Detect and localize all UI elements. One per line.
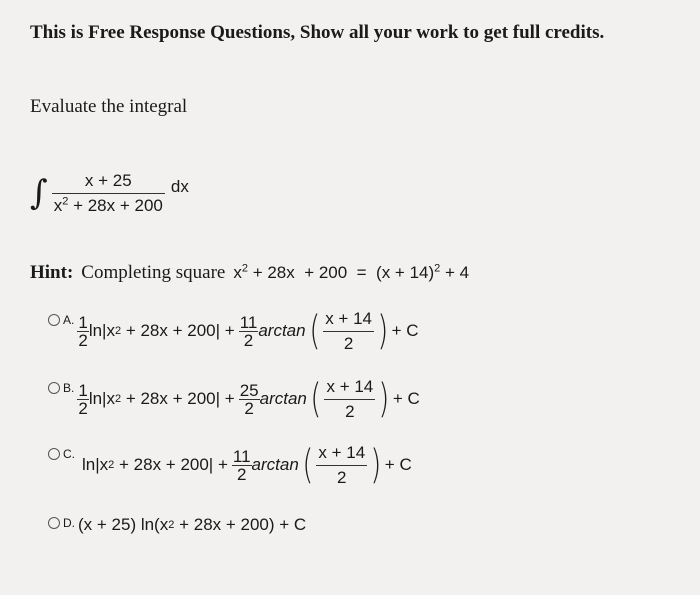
den-exponent: 2 [62,194,69,207]
option-d-prefix: (x + 25) ln(x [78,515,169,534]
radio-button-b[interactable] [48,382,60,394]
hint-text: Completing square [81,262,226,283]
arg-den: 2 [337,467,347,487]
integral-expression [30,160,189,226]
arg-den: 2 [345,401,355,421]
arg-num: x + 14 [325,308,372,328]
arctan-function: arctan [259,389,307,408]
arctan-coef-num: 25 [239,380,259,400]
integrand-numerator: x + 25 [84,170,132,190]
question-prompt: Evaluate the integral [30,96,188,117]
integrand-denominator [52,194,165,216]
right-paren: ) [378,376,390,422]
ln-rest: + 28x + 200| + [121,389,235,408]
arctan-argument-b [324,377,375,422]
arctan-function: arctan [258,321,306,340]
ln-rest: + 28x + 200| + [114,455,228,474]
arctan-coef-den: 2 [244,398,254,418]
arctan-coefficient-a [239,314,259,349]
coef-num: 1 [78,312,88,332]
constant-term: + C [392,389,420,408]
arctan-function: arctan [251,455,299,474]
option-d-rest: + 28x + 200) + C [174,515,307,534]
question-header: This is Free Response Questions, Show all your work to get full credits. [30,22,605,43]
integral-sign: ∫ [30,173,48,213]
hint-lhs-exp: 2 [241,262,248,275]
radio-button-d[interactable] [48,517,60,529]
arctan-coef-num: 11 [232,446,251,466]
radio-button-a[interactable] [48,314,60,326]
answer-option-d[interactable]: D. (x + 25) ln(x 2 + 28x + 200) + C [48,500,306,550]
hint-lhs-base: x [233,263,242,282]
arctan-coefficient-b [239,382,260,417]
integrand-fraction [52,171,165,216]
arctan-coef-num: 11 [239,312,258,332]
ln-rest: + 28x + 200| + [121,321,235,340]
left-paren: ( [308,308,320,354]
arctan-coef-den: 2 [243,330,254,350]
arg-num: x + 14 [318,442,366,462]
arctan-argument-a [323,309,374,354]
arg-num: x + 14 [326,376,374,396]
coef-den: 2 [78,330,88,350]
ln-term: ln|x [82,455,109,474]
ln-coefficient-a [77,314,88,349]
option-letter-b: B. [63,381,75,395]
coef-den: 2 [78,398,88,418]
ln-term: ln|x [88,321,115,340]
option-letter-c: C. [63,447,75,461]
ln-coefficient-b [77,382,88,417]
right-paren: ) [377,308,389,354]
hint-rhs-exp: 2 [434,262,441,275]
answer-option-b[interactable]: B. $\frac{1}{2}$ ln|x 2 + 28x + 200| + $\frac{25}{2}$ arctan ( $\frac{x + 14}{2}$ ) + C [48,374,420,424]
den-rest: + 28x + 200 [68,195,163,215]
option-letter-a: A. [63,313,75,327]
radio-button-c[interactable] [48,448,60,460]
arctan-coefficient-c [232,448,252,483]
hint-label: Hint: [30,262,74,283]
left-paren: ( [310,376,322,422]
answer-option-c[interactable]: C. ln|x 2 + 28x + 200| + $\frac{11}{2}$ arctan ( $\frac{x + 14}{2}$ ) + C [48,440,412,490]
den-base: x [53,195,63,215]
hint-line [30,262,469,284]
dx-symbol: dx [170,177,189,196]
constant-term: + C [391,321,419,340]
ln-term: ln|x [88,389,115,408]
left-paren: ( [302,442,314,488]
arctan-coef-den: 2 [236,464,247,484]
option-letter-d: D. [63,516,75,530]
arctan-argument-c [316,443,367,488]
coef-num: 1 [78,380,88,400]
hint-equation [233,263,469,283]
right-paren: ) [370,442,382,488]
arg-den: 2 [343,333,354,353]
hint-lhs-rest: + 28x + 200 = (x + 14) [247,263,435,282]
hint-rhs-rest: + 4 [440,263,470,282]
answer-option-a[interactable]: A. $\frac{1}{2}$ ln|x 2 + 28x + 200| + $\frac{11}{2}$ arctan ( $\frac{x + 14}{2}$ ) + C [48,306,419,356]
constant-term: + C [384,455,412,474]
